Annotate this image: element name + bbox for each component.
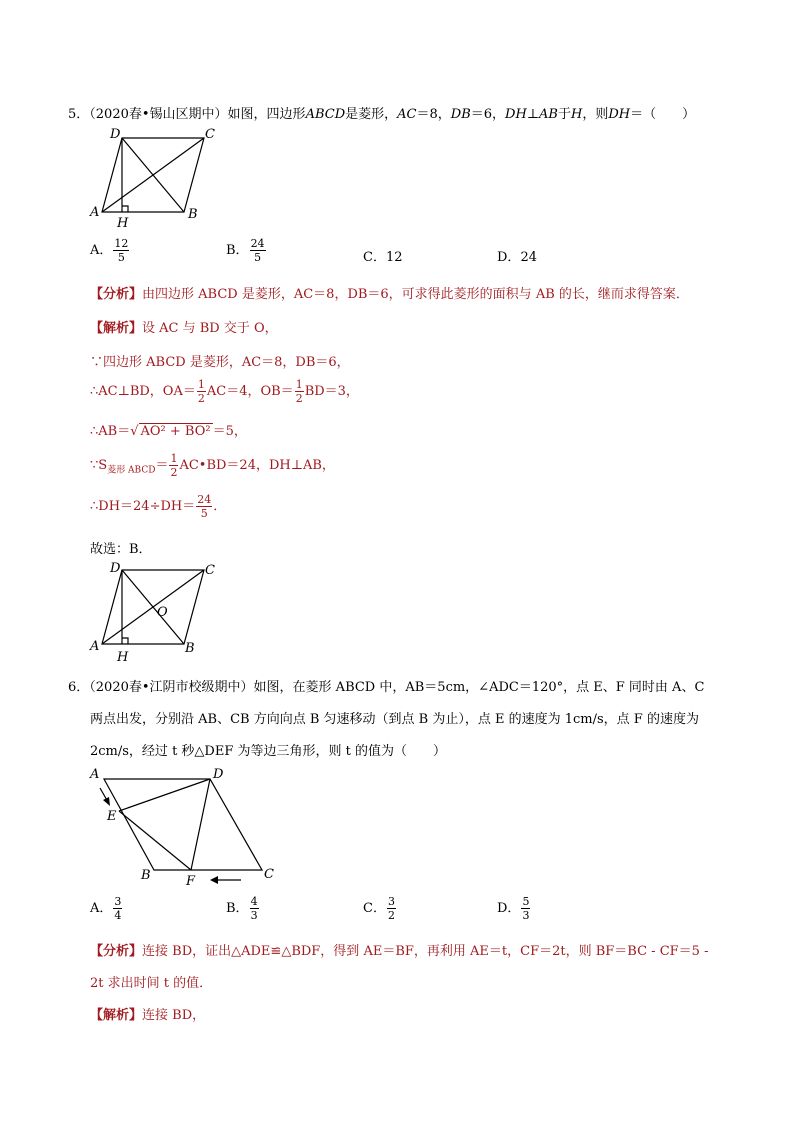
diagonal-bd: [122, 138, 184, 212]
frac-num: 1: [295, 378, 303, 391]
q6-figure: [88, 764, 288, 890]
q5-eq8: ＝8，: [416, 107, 451, 122]
q5-stem: [68, 103, 695, 122]
right-angle-mark: [122, 206, 128, 212]
option-label: D．: [497, 901, 521, 916]
sqrt-radicand: AO² + BO²: [140, 424, 211, 439]
frac-den: 5: [117, 251, 125, 264]
frac-den: 2: [197, 392, 205, 405]
solution-tag: 【解析】: [90, 321, 143, 336]
frac-num: 5: [522, 895, 530, 908]
q5-dh: DH: [505, 107, 527, 122]
q5-stem-text: 如图，四边形: [227, 107, 306, 122]
q5-then: ，则: [582, 107, 609, 122]
fig-label-f: F: [186, 874, 196, 889]
q5-source: （2020春•锡山区期中）: [89, 107, 228, 122]
q5-solution-line-1: [90, 317, 278, 336]
analysis-text: 连接 BD，证出△ADE≌△BDF，得到 AE＝BF，再利用 AE＝t，CF＝2t，则 BF＝BC - CF＝5 -: [142, 944, 709, 959]
option-label: D．: [497, 250, 521, 265]
sqrt-sign: √: [130, 424, 139, 439]
q5-ac: AC: [397, 107, 417, 122]
q6-solution-line-1: [90, 1004, 205, 1023]
q5-blank: ＝（ ）: [630, 107, 696, 122]
fig-label-d: D: [110, 127, 121, 142]
q5-option-c[interactable]: [363, 246, 403, 265]
q6-analysis-line-1: [90, 940, 708, 959]
q5-solution-line-6: [90, 494, 226, 519]
option-label: B．: [226, 901, 249, 916]
rhombus-outline: [104, 779, 262, 870]
frac-den: 5: [200, 507, 208, 520]
q5-figure: [88, 124, 228, 234]
q5-solution-figure: [88, 556, 228, 666]
frac-den: 2: [170, 466, 178, 479]
right-angle-mark: [122, 638, 128, 644]
sol-text: ．: [213, 499, 227, 514]
frac-num: 3: [114, 895, 122, 908]
frac-den: 5: [254, 251, 262, 264]
frac-num: 3: [387, 895, 395, 908]
q5-solution-line-2: ∵四边形 ABCD 是菱形，AC＝8，DB＝6，: [90, 355, 350, 370]
sol-text: BD＝3，: [304, 384, 359, 399]
fig-label-c: C: [205, 563, 215, 578]
frac-num: 24: [250, 237, 265, 250]
fig-label-o: O: [157, 605, 168, 620]
q5-stem-text: 是菱形，: [345, 107, 398, 122]
solution-text: 设 AC 与 BD 交于 O，: [142, 321, 278, 336]
q6-line-3: 2cm/s，经过 t 秒△DEF 为等边三角形，则 t 的值为（ ）: [90, 744, 446, 759]
q5-answer: 故选：B．: [90, 542, 152, 557]
q5-eq6: ＝6，: [470, 107, 506, 122]
fig-label-c: C: [205, 127, 215, 142]
q5-solution-line-5: [90, 453, 335, 478]
frac-num: 1: [197, 378, 205, 391]
frac-num: 12: [114, 237, 129, 250]
option-label: B．: [226, 243, 249, 258]
q6-line-2: 两点出发，分别沿 AB、CB 方向向点 B 匀速移动（到点 B 为止），点 E 的速度为 1cm/s，点 F 的速度为: [90, 712, 699, 727]
q5-yu: 于: [557, 107, 571, 122]
fig-label-a: A: [90, 639, 100, 654]
q5-ab: AB: [539, 107, 558, 122]
sol-text: ∴AC⊥BD，OA＝: [90, 384, 196, 399]
q5-option-d[interactable]: [497, 246, 537, 265]
sol-text: ∴AB＝: [90, 424, 131, 439]
fig-label-d: D: [110, 561, 121, 576]
segment-ef: [119, 811, 191, 870]
option-text: 24: [520, 250, 537, 265]
sol-text: AC•BD＝24，DH⊥AB，: [179, 458, 335, 473]
q6-number: 6．: [68, 680, 90, 695]
sol-text: ∴DH＝24÷DH＝: [90, 499, 196, 514]
q5-option-a[interactable]: [90, 238, 130, 263]
arrowhead-cf: [210, 876, 218, 884]
fig-label-h: H: [117, 650, 129, 665]
fig-label-b: B: [185, 641, 195, 656]
segment-de: [119, 779, 210, 811]
fig-label-d: D: [213, 767, 224, 782]
frac-den: 3: [522, 909, 530, 922]
sol-subscript: 菱形 ABCD: [107, 465, 156, 476]
fig-label-b: B: [141, 868, 151, 883]
frac-num: 4: [250, 895, 258, 908]
sol-text: ＝: [155, 458, 169, 473]
arrowhead-ae: [103, 797, 110, 806]
q5-perp: ⊥: [526, 107, 540, 122]
q6-analysis-line-2: 2t 求出时间 t 的值．: [90, 976, 213, 991]
q6-line-1: [68, 676, 704, 695]
q5-h: H: [571, 107, 583, 122]
sol-text: AC＝4，OB＝: [206, 384, 294, 399]
frac-num: 24: [197, 493, 212, 506]
fig-label-a: A: [90, 767, 100, 782]
option-label: C．: [363, 250, 386, 265]
frac-den: 3: [250, 909, 258, 922]
q6-option-d[interactable]: [497, 896, 531, 921]
q6-option-a[interactable]: [90, 896, 123, 921]
fig-label-h: H: [117, 216, 129, 231]
q6-option-c[interactable]: [363, 896, 397, 921]
analysis-text: 由四边形 ABCD 是菱形，AC＝8，DB＝6，可求得此菱形的面积与 AB 的长，继而求得答案．: [142, 287, 689, 302]
option-text: 12: [385, 250, 403, 265]
q5-number: 5．: [68, 107, 90, 122]
solution-text: 连接 BD，: [142, 1008, 206, 1023]
fig-label-b: B: [188, 207, 198, 222]
fig-label-e: E: [107, 809, 117, 824]
q6-option-b[interactable]: [226, 896, 260, 921]
frac-num: 1: [170, 452, 178, 465]
frac-den: 2: [387, 909, 395, 922]
solution-tag: 【解析】: [90, 1008, 143, 1023]
analysis-tag: 【分析】: [90, 287, 143, 302]
option-label: A．: [90, 901, 113, 916]
q5-solution-line-4: [90, 420, 247, 439]
q5-option-b[interactable]: [226, 238, 267, 263]
q5-abcd: ABCD: [305, 107, 346, 122]
frac-den: 4: [114, 909, 122, 922]
option-label: C．: [363, 901, 386, 916]
frac-den: 2: [295, 392, 303, 405]
q6-text: 如图，在菱形 ABCD 中，AB＝5cm，∠ADC＝120°，点 E、F 同时由 A、C: [253, 680, 705, 695]
segment-df: [191, 779, 210, 870]
diagonal-bd: [122, 570, 184, 644]
sol-text: ∵S: [90, 458, 108, 473]
sol-text: ＝5，: [212, 424, 247, 439]
fig-label-a: A: [90, 205, 100, 220]
fig-label-c: C: [264, 867, 274, 882]
option-label: A．: [90, 243, 113, 258]
q5-solution-line-3: [90, 379, 359, 404]
analysis-tag: 【分析】: [90, 944, 143, 959]
q5-db: DB: [450, 107, 471, 122]
q5-analysis: [90, 283, 689, 302]
q6-source: （2020春•江阴市校级期中）: [89, 680, 254, 695]
q5-dh2: DH: [608, 107, 631, 122]
